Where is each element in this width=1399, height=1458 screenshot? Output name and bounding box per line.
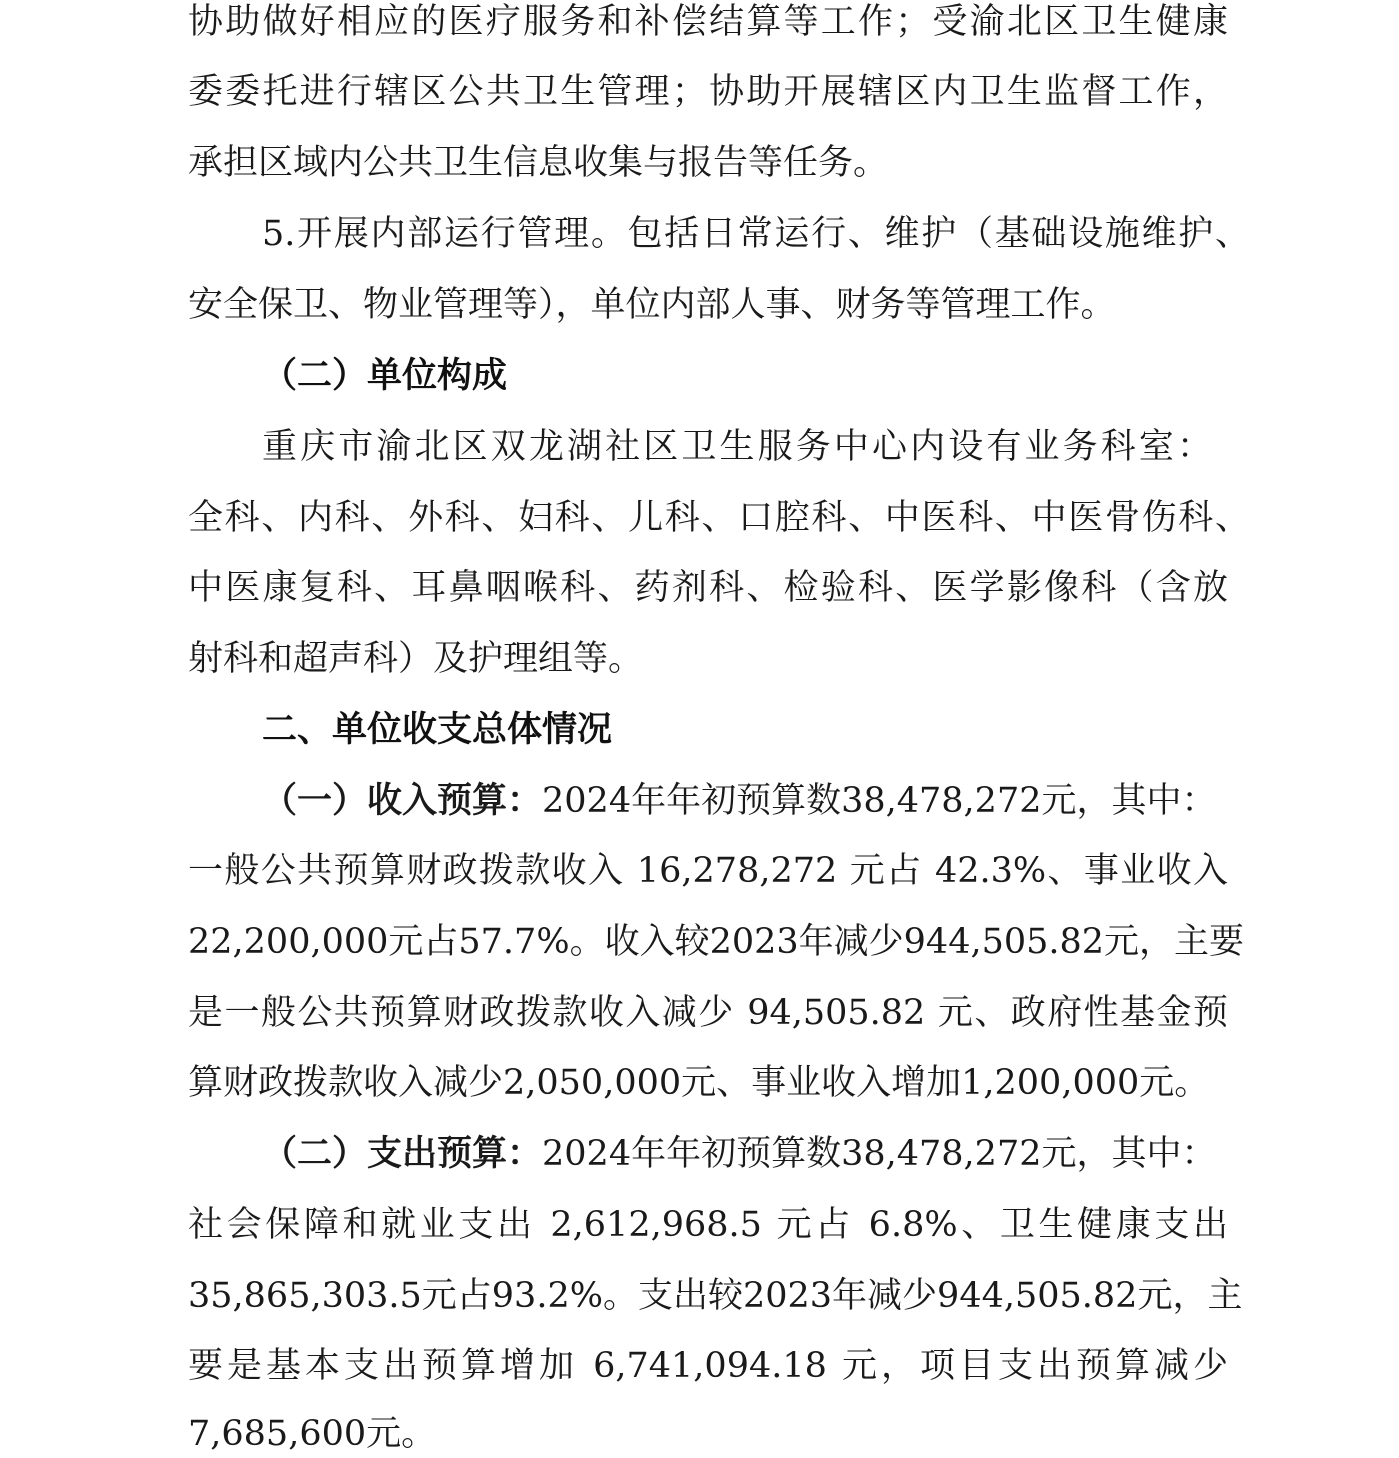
expense-line-2: 社会保障和就业支出 2,612,968.5 元占 6.8%、卫生健康支出: [188, 1205, 1228, 1245]
expense-line-4: 要是基本支出预算增加 6,741,094.18 元，项目支出预算减少: [188, 1346, 1228, 1386]
expense-line-3: 35,865,303.5元占93.2%。支出较2023年减少944,505.82元，主: [188, 1276, 1243, 1316]
structure-line-2: 全科、内科、外科、妇科、儿科、口腔科、中医科、中医骨伤科、: [188, 498, 1250, 538]
section-heading-unit-structure: （二）单位构成: [262, 355, 508, 396]
structure-line-4: 射科和超声科）及护理组等。: [188, 639, 644, 679]
duties-line-1: 协助做好相应的医疗服务和补偿结算等工作；受渝北区卫生健康: [188, 2, 1228, 42]
duties-line-2: 委委托进行辖区公共卫生管理；协助开展辖区内卫生监督工作，: [188, 72, 1228, 112]
expense-line-1-text: 2024年年初预算数38,478,272元，其中：: [542, 1134, 1217, 1174]
item5-line-2: 安全保卫、物业管理等），单位内部人事、财务等管理工作。: [188, 285, 1116, 325]
income-line-1: [262, 779, 1217, 823]
expense-label: （二）支出预算：: [262, 1133, 543, 1174]
duties-line-3: 承担区域内公共卫生信息收集与报告等任务。: [188, 143, 889, 183]
expense-line-1: [262, 1132, 1217, 1176]
income-line-2: 一般公共预算财政拨款收入 16,278,272 元占 42.3%、事业收入: [188, 851, 1228, 891]
income-line-5: 算财政拨款收入减少2,050,000元、事业收入增加1,200,000元。: [188, 1063, 1210, 1103]
structure-line-3: 中医康复科、耳鼻咽喉科、药剂科、检验科、医学影像科（含放: [188, 568, 1228, 608]
section-heading-overall: 二、单位收支总体情况: [262, 710, 613, 750]
income-line-1-text: 2024年年初预算数38,478,272元，其中：: [542, 781, 1217, 821]
item5-line-1: 5.开展内部运行管理。包括日常运行、维护（基础设施维护、: [262, 214, 1250, 254]
income-line-3: 22,200,000元占57.7%。收入较2023年减少944,505.82元，主要: [188, 922, 1245, 962]
income-line-4: 是一般公共预算财政拨款收入减少 94,505.82 元、政府性基金预: [188, 993, 1228, 1033]
income-label: （一）收入预算：: [262, 780, 543, 821]
structure-line-1: 重庆市渝北区双龙湖社区卫生服务中心内设有业务科室：: [262, 427, 1212, 467]
expense-line-5: 7,685,600元。: [188, 1414, 437, 1454]
